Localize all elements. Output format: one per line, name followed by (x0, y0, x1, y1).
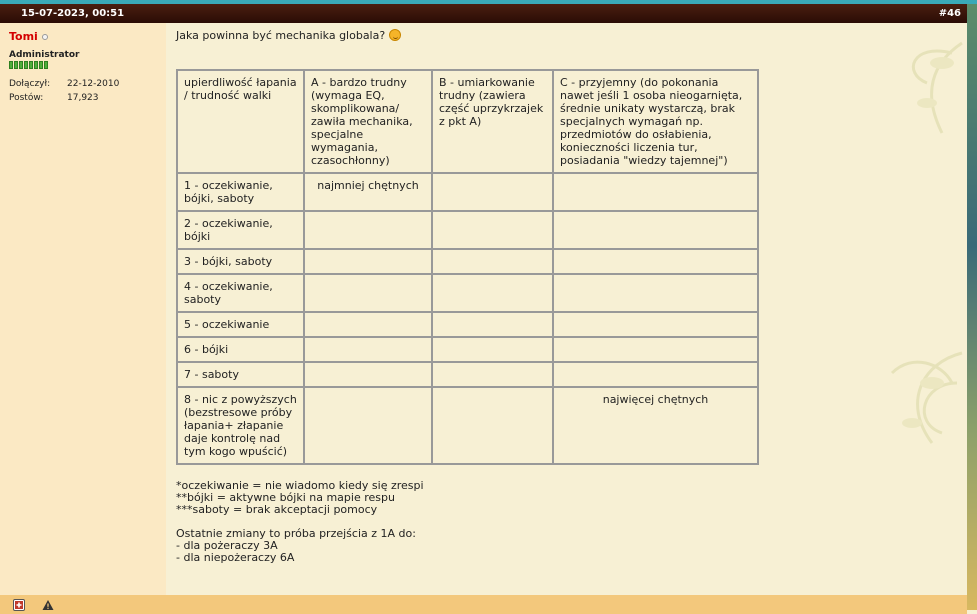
author-rank: Administrator (9, 50, 80, 60)
table-cell (432, 337, 553, 362)
leaf-decoration (872, 23, 967, 583)
table-cell (304, 337, 432, 362)
mechanics-table (176, 69, 759, 465)
posts-label: Postów: (9, 93, 44, 103)
question-text: Jaka powinna być mechanika globala? (176, 29, 386, 42)
table-header-cell: A - bardzo trudny (wymaga EQ, skomplikowana/ zawiła mechanika, specjalne wymagania, czasochłonny) (304, 70, 432, 173)
author-username[interactable]: Tomi (9, 30, 38, 43)
table-cell (304, 211, 432, 249)
table-cell (553, 249, 758, 274)
table-cell: najmniej chętnych (304, 173, 432, 211)
row-label: 7 - saboty (177, 362, 304, 387)
posts-row (9, 93, 166, 103)
table-cell (432, 312, 553, 337)
table-row (177, 173, 758, 211)
joined-value: 22-12-2010 (67, 79, 120, 89)
smiley-icon (389, 29, 401, 41)
table-cell (553, 274, 758, 312)
table-cell (432, 362, 553, 387)
footnotes (176, 480, 967, 564)
row-label: 6 - bójki (177, 337, 304, 362)
changes-line: - dla pożeraczy 3A (176, 539, 278, 552)
table-cell (304, 274, 432, 312)
report-icon[interactable] (42, 599, 54, 611)
post-date: 15-07-2023, 00:51 (21, 8, 125, 19)
reply-icon[interactable] (13, 599, 25, 611)
footnote: *oczekiwanie = nie wiadomo kiedy się zrespi (176, 479, 424, 492)
changes-line: Ostatnie zmiany to próba przejścia z 1A do: (176, 527, 416, 540)
table-cell (432, 387, 553, 464)
table-cell (553, 312, 758, 337)
changes-line: - dla niepożeraczy 6A (176, 551, 295, 564)
post-header (0, 4, 967, 23)
table-cell (432, 249, 553, 274)
table-cell (432, 274, 553, 312)
table-cell (304, 387, 432, 464)
table-row (177, 249, 758, 274)
table-row (177, 211, 758, 249)
table-cell (432, 211, 553, 249)
table-row (177, 337, 758, 362)
table-cell: najwięcej chętnych (553, 387, 758, 464)
username-row (9, 30, 166, 43)
table-cell (304, 249, 432, 274)
post-footer (0, 595, 967, 614)
background-edge (967, 4, 977, 610)
reputation-bar (9, 61, 166, 69)
joined-label: Dołączył: (9, 79, 51, 89)
table-header-row (177, 70, 758, 173)
row-label: 2 - oczekiwanie, bójki (177, 211, 304, 249)
table-cell (553, 173, 758, 211)
footnote: ***saboty = brak akceptacji pomocy (176, 503, 378, 516)
table-cell (304, 362, 432, 387)
table-row (177, 362, 758, 387)
table-row (177, 387, 758, 464)
post-content (166, 23, 967, 595)
posts-value: 17,923 (67, 93, 99, 103)
table-header-cell: upierdliwość łapania / trudność walki (177, 70, 304, 173)
table-cell (432, 173, 553, 211)
row-label: 5 - oczekiwanie (177, 312, 304, 337)
question-line (176, 29, 967, 42)
table-header-cell: B - umiarkowanie trudny (zawiera część uprzykrzajek z pkt A) (432, 70, 553, 173)
table-cell (553, 337, 758, 362)
post-permalink[interactable]: #46 (938, 8, 961, 19)
footnote: **bójki = aktywne bójki na mapie respu (176, 491, 395, 504)
table-header-cell: C - przyjemny (do pokonania nawet jeśli 1 osoba nieogarnięta, średnie unikaty wystarczą, brak specjalnych wymagań np. przedmiotów do osłabienia, konieczności liczenia tur, posiadania "wiedzy tajemnej") (553, 70, 758, 173)
table-cell (304, 312, 432, 337)
row-label: 8 - nic z powyższych (bezstresowe próby łapania+ złapanie daje kontrolę nad tym kogo wpuścić) (177, 387, 304, 464)
author-sidebar (0, 23, 166, 595)
table-cell (553, 362, 758, 387)
row-label: 1 - oczekiwanie, bójki, saboty (177, 173, 304, 211)
joined-row (9, 79, 166, 89)
table-cell (553, 211, 758, 249)
offline-status-icon (42, 34, 48, 40)
row-label: 3 - bójki, saboty (177, 249, 304, 274)
table-row (177, 312, 758, 337)
table-row (177, 274, 758, 312)
row-label: 4 - oczekiwanie, saboty (177, 274, 304, 312)
